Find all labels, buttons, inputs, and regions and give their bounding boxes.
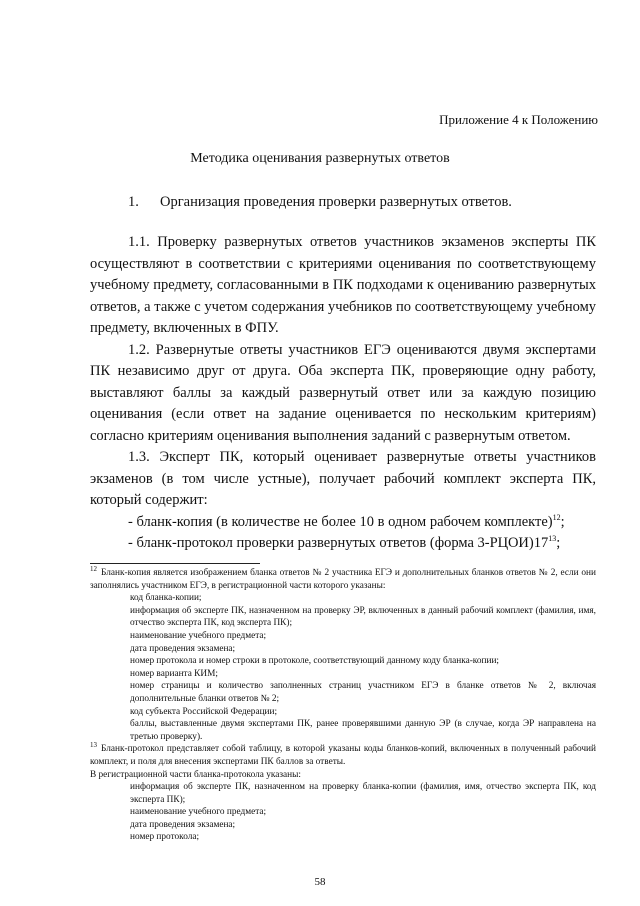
footnote-separator bbox=[90, 563, 260, 564]
footnote-item: номер протокола и номер строки в протоколе, соответствующий данному коду бланка-копии; bbox=[130, 656, 500, 667]
body-text bbox=[90, 232, 596, 555]
paragraph-1-3: 1.3. Эксперт ПК, который оценивает развернутые ответы участников экзаменов (в том числе устные), получает рабочий комплект эксперта ПК, который содержит: bbox=[90, 449, 596, 508]
appendix-header: Приложение 4 к Положению bbox=[439, 112, 598, 127]
footnote-item: баллы, выставленные двумя экспертами ПК, ранее проверявшими данную ЭР (в случае, когда ЭР направлена на третью проверку). bbox=[130, 719, 596, 742]
footnote-item: наименование учебного предмета; bbox=[130, 807, 267, 818]
paragraph-1-1: 1.1. Проверку развернутых ответов участников экзаменов эксперты ПК осуществляют в соответствии с критериями оценивания по соответствующему учебному предмету, согласованными в ПК подходами к оцениванию развернутых ответов, а также с учетом содержания учебников по соответствующему учебному предмету, включенных в ФПУ. bbox=[90, 234, 596, 336]
footnote-item: дата проведения экзамена; bbox=[130, 819, 236, 830]
footnote-mark: 12 bbox=[90, 564, 97, 573]
footnote-ref[interactable]: 12 bbox=[552, 512, 561, 522]
footnote-item: номер протокола; bbox=[130, 832, 200, 843]
section-heading-text: Организация проведения проверки развернутых ответов. bbox=[160, 194, 512, 210]
footnotes bbox=[90, 564, 596, 844]
list-item-tail: ; bbox=[560, 513, 565, 530]
footnote-text: Бланк-копия является изображением бланка ответов № 2 участника ЕГЭ и дополнительных бланков ответов № 2, если они заполнялись участником ЕГЭ, в регистрационной части которого указаны: bbox=[90, 568, 596, 591]
document-title: Методика оценивания развернутых ответов bbox=[190, 151, 450, 166]
footnote-item: номер страницы и количество заполненных страниц участником ЕГЭ в бланке ответов № 2, включая дополнительные бланки ответов № 2; bbox=[130, 681, 596, 704]
footnote-item: наименование учебного предмета; bbox=[130, 630, 267, 641]
footnote-ref[interactable]: 13 bbox=[548, 534, 557, 544]
footnote-item: номер варианта КИМ; bbox=[130, 668, 218, 679]
footnote-item: код бланка-копии; bbox=[130, 593, 202, 604]
page-number: 58 bbox=[314, 876, 326, 888]
footnote-lead: В регистрационной части бланка-протокола указаны: bbox=[90, 769, 301, 780]
footnote-mark: 13 bbox=[90, 741, 97, 750]
footnote-item: информация об эксперте ПК, назначенном на проверку бланка-копии (фамилия, имя, отчество эксперта ПК, код эксперта ПК); bbox=[130, 782, 596, 805]
list-item-text: - бланк-протокол проверки развернутых ответов (форма 3-РЦОИ)17 bbox=[128, 535, 549, 551]
footnote-text: Бланк-протокол представляет собой таблицу, в которой указаны коды бланков-копий, включенных в полученный рабочий комплект, и поля для внесения экспертами ПК баллов за ответы. bbox=[90, 744, 596, 767]
footnote-12 bbox=[90, 564, 596, 592]
footnote-item: дата проведения экзамена; bbox=[130, 643, 236, 654]
paragraph-1-2: 1.2. Развернутые ответы участников ЕГЭ оцениваются двумя экспертами ПК независимо друг от друга. Оба эксперта ПК, проверяющие одну работу, выставляют баллы за каждый развернутый ответ или за каждую позицию оценивания (если ответ на задание оценивается по нескольким критериям) согласно критериям оценивания выполнения заданий с развернутым ответом. bbox=[90, 341, 596, 444]
footnote-item: код субъекта Российской Федерации; bbox=[130, 706, 278, 717]
list-item bbox=[90, 533, 596, 555]
list-item-tail: ; bbox=[556, 535, 561, 551]
footnote-item: информация об эксперте ПК, назначенном на проверку ЭР, включенных в данный рабочий комплект (фамилия, имя, отчество эксперта ПК, код эксперта ПК); bbox=[130, 605, 596, 629]
list-item bbox=[90, 512, 596, 534]
list-item-text: - бланк-копия (в количестве не более 10 в одном рабочем комплекте) bbox=[128, 513, 553, 530]
section-number: 1. bbox=[128, 194, 139, 210]
footnote-13 bbox=[90, 743, 596, 768]
section-heading bbox=[128, 194, 512, 211]
